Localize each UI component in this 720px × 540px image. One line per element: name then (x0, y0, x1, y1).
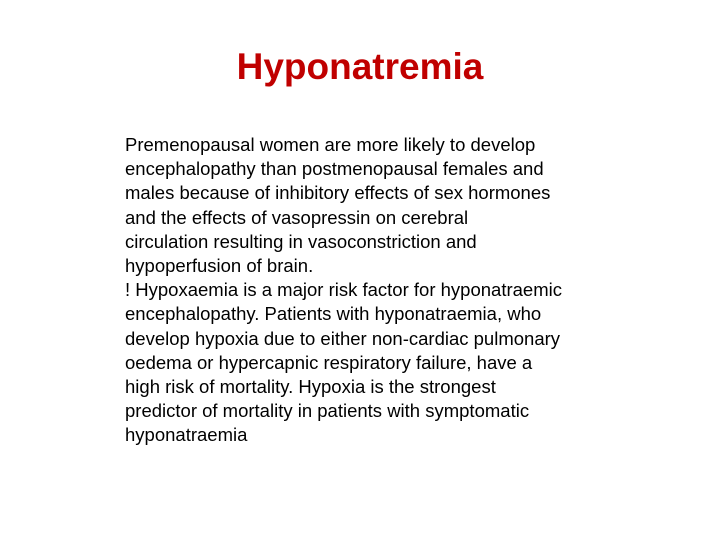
body-line: develop hypoxia due to either non-cardiac pulmonary (125, 327, 561, 349)
body-line: high risk of mortality. Hypoxia is the strongest (125, 376, 496, 398)
body-line: hyponatraemia (125, 424, 248, 446)
body-line: encephalopathy. Patients with hyponatraemia, who (125, 303, 542, 325)
body-line: encephalopathy than postmenopausal females and (125, 158, 544, 180)
slide-title: Hyponatremia (236, 46, 484, 87)
body-line: oedema or hypercapnic respiratory failure, have a (125, 351, 533, 373)
body-line: and the effects of vasopressin on cerebral (125, 206, 469, 228)
body-line: hypoperfusion of brain. (125, 255, 314, 277)
body-line: males because of inhibitory effects of sex hormones (125, 182, 551, 204)
slide-body (125, 133, 615, 448)
body-line: circulation resulting in vasoconstriction and (125, 230, 477, 252)
body-line: Premenopausal women are more likely to develop (125, 134, 536, 155)
body-line: ! Hypoxaemia is a major risk factor for hyponatraemic (125, 279, 562, 301)
body-line: predictor of mortality in patients with symptomatic (125, 400, 530, 422)
